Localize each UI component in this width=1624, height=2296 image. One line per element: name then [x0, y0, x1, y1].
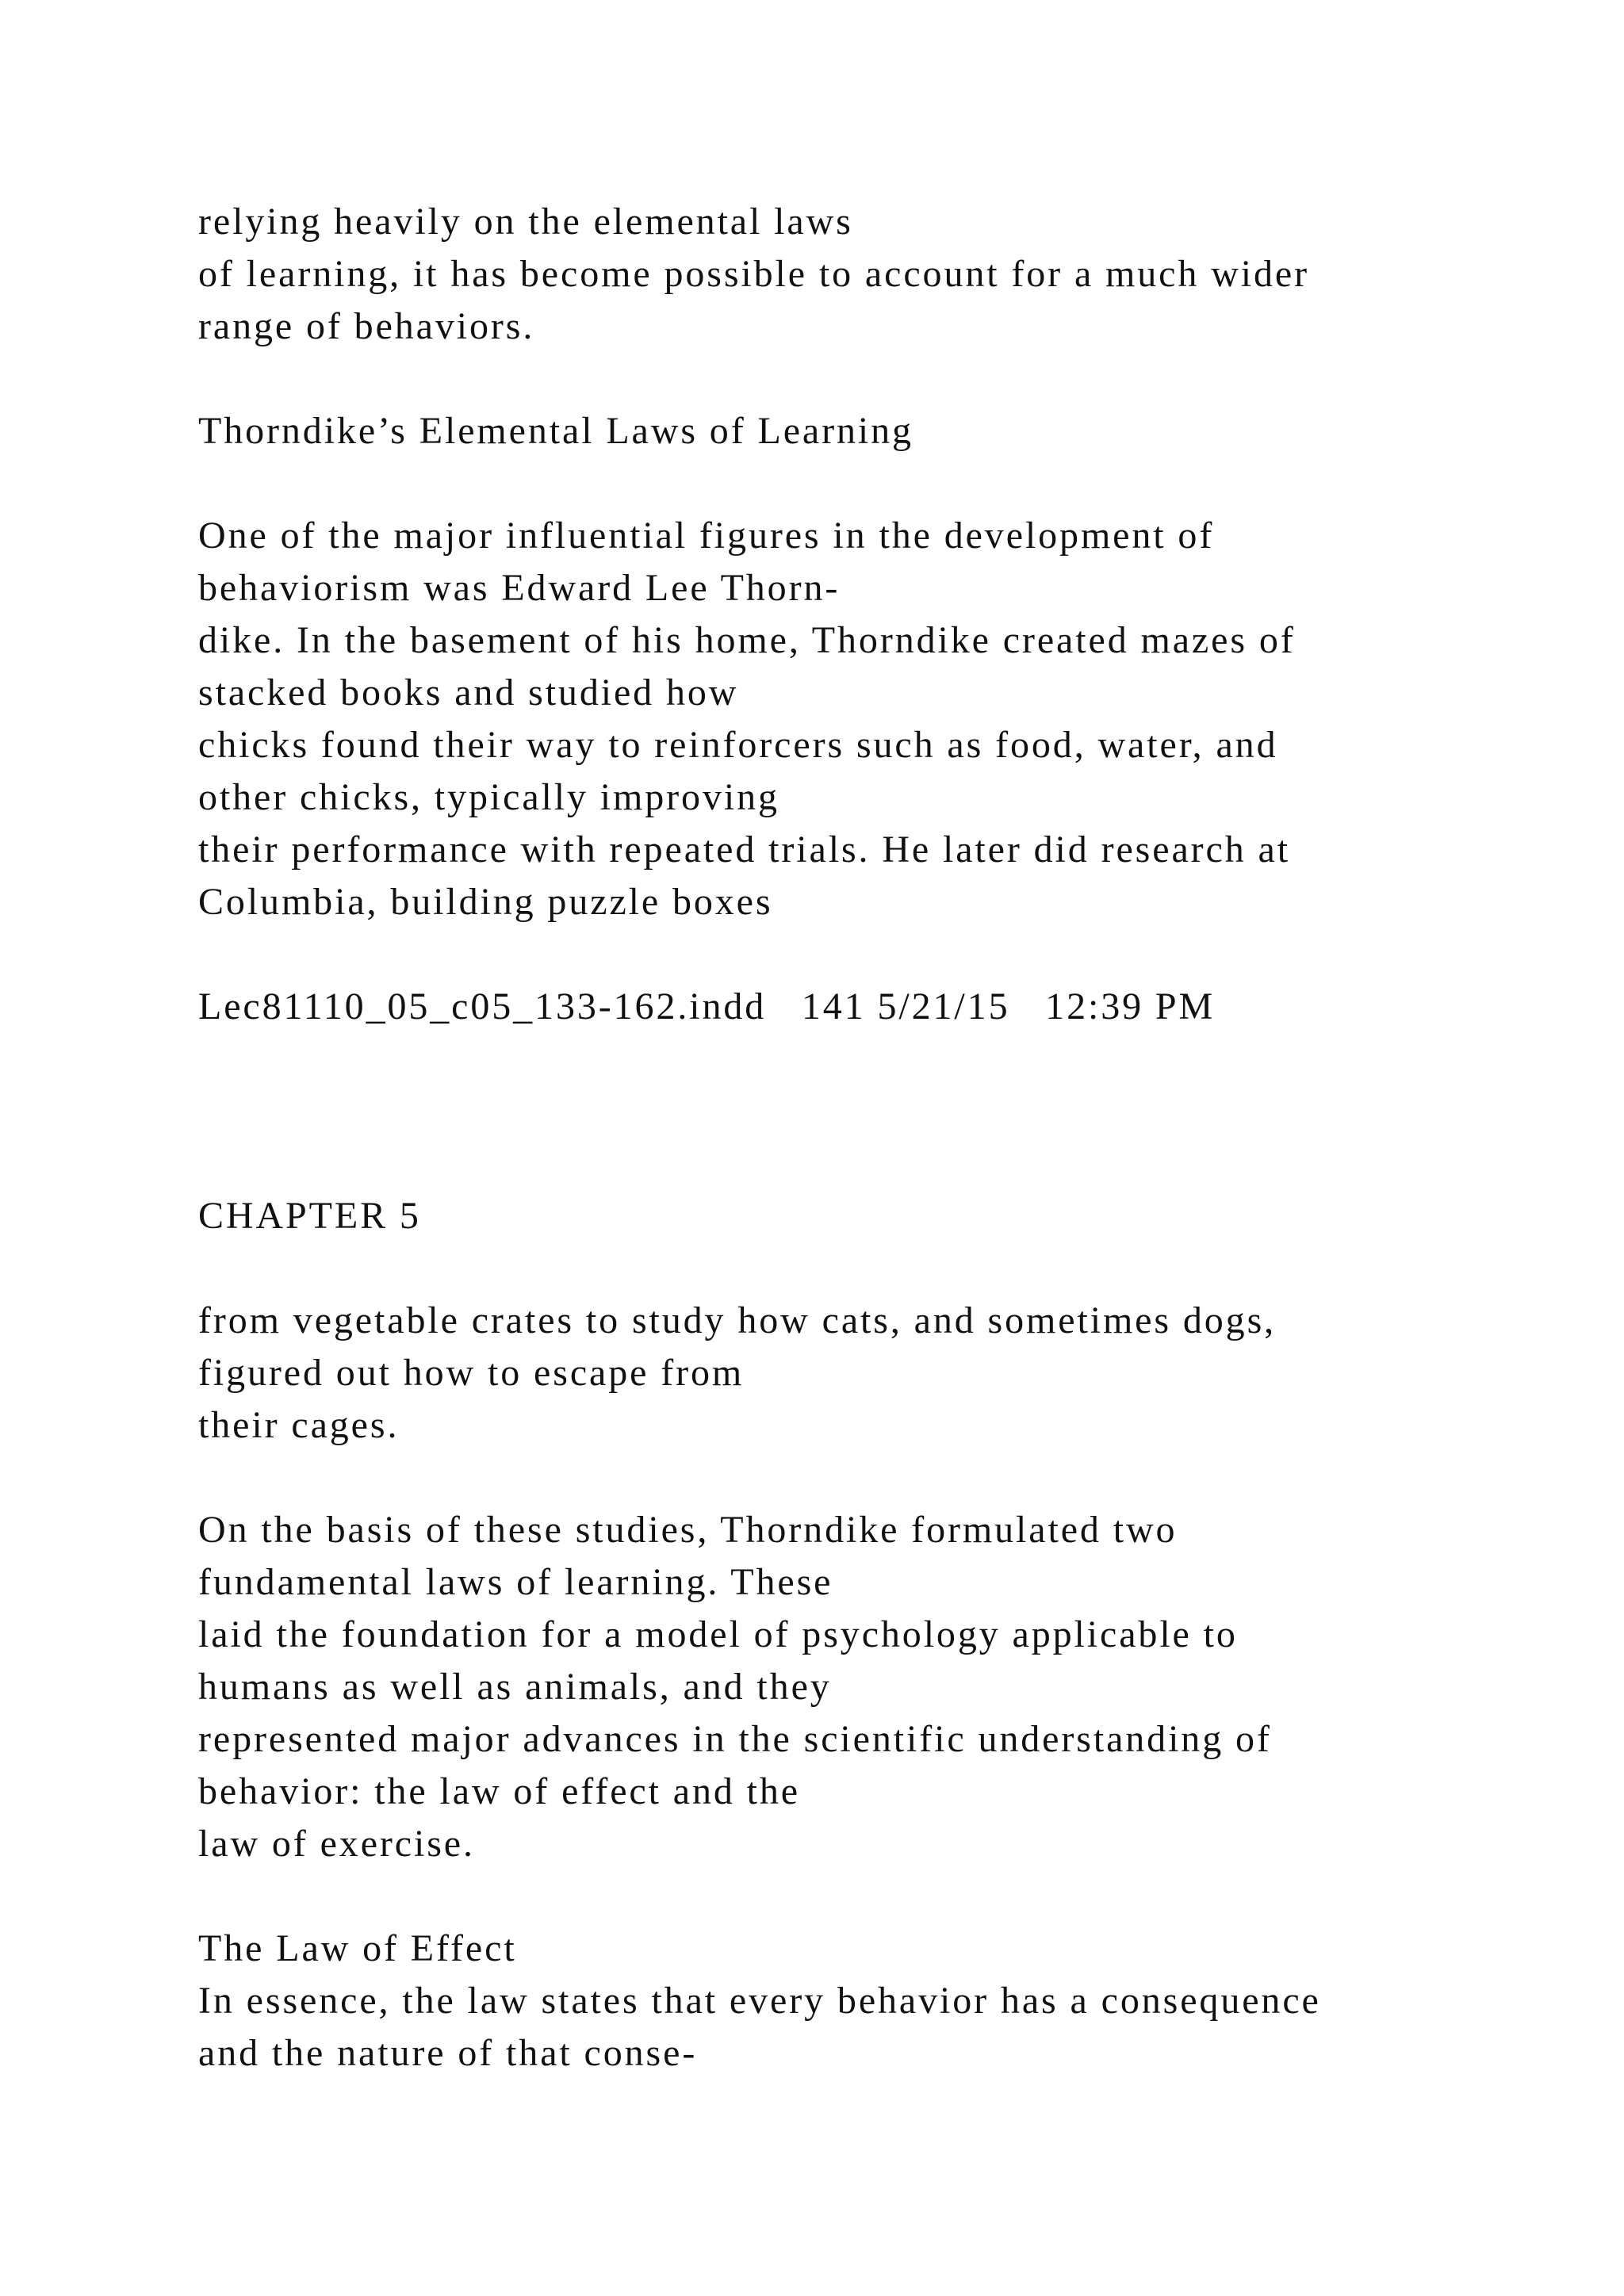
- chapter-label: CHAPTER 5: [198, 1195, 421, 1237]
- text-line-24: law of exercise.: [198, 1823, 475, 1865]
- text-line-9: chicks found their way to reinforcers such as food, water, and: [198, 724, 1278, 766]
- text-line-18: On the basis of these studies, Thorndike formulated two: [198, 1509, 1178, 1551]
- text-line-8: stacked books and studied how: [198, 672, 739, 714]
- text-line-3: range of behaviors.: [198, 305, 535, 347]
- text-line-23: behavior: the law of effect and the: [198, 1770, 800, 1812]
- text-line-16: figured out how to escape from: [198, 1352, 745, 1394]
- text-line-27: and the nature of that conse-: [198, 2032, 698, 2074]
- text-line-12: Columbia, building puzzle boxes: [198, 881, 773, 923]
- text-line-15: from vegetable crates to study how cats, and sometimes dogs,: [198, 1299, 1277, 1341]
- subheading-law-of-effect: The Law of Effect: [198, 1927, 517, 1969]
- text-line-26: In essence, the law states that every behavior has a consequence: [198, 1980, 1321, 2022]
- text-line-11: their performance with repeated trials. He later did research at: [198, 828, 1290, 871]
- text-line-5: One of the major influential figures in the development of: [198, 515, 1215, 557]
- text-line-22: represented major advances in the scientific understanding of: [198, 1718, 1272, 1760]
- file-stamp: Lec81110_05_c05_133-162.indd 141 5/21/15 12:39 PM: [198, 985, 1216, 1027]
- text-line-17: their cages.: [198, 1404, 400, 1446]
- text-line-1: relying heavily on the elemental laws: [198, 201, 853, 243]
- text-line-21: humans as well as animals, and they: [198, 1666, 832, 1708]
- text-line-2: of learning, it has become possible to account for a much wider: [198, 253, 1309, 295]
- text-line-7: dike. In the basement of his home, Thorndike created mazes of: [198, 619, 1296, 661]
- text-line-20: laid the foundation for a model of psychology applicable to: [198, 1613, 1238, 1655]
- text-line-19: fundamental laws of learning. These: [198, 1561, 833, 1603]
- text-line-10: other chicks, typically improving: [198, 776, 779, 818]
- section-heading: Thorndike’s Elemental Laws of Learning: [198, 410, 914, 452]
- text-line-6: behaviorism was Edward Lee Thorn-: [198, 567, 841, 609]
